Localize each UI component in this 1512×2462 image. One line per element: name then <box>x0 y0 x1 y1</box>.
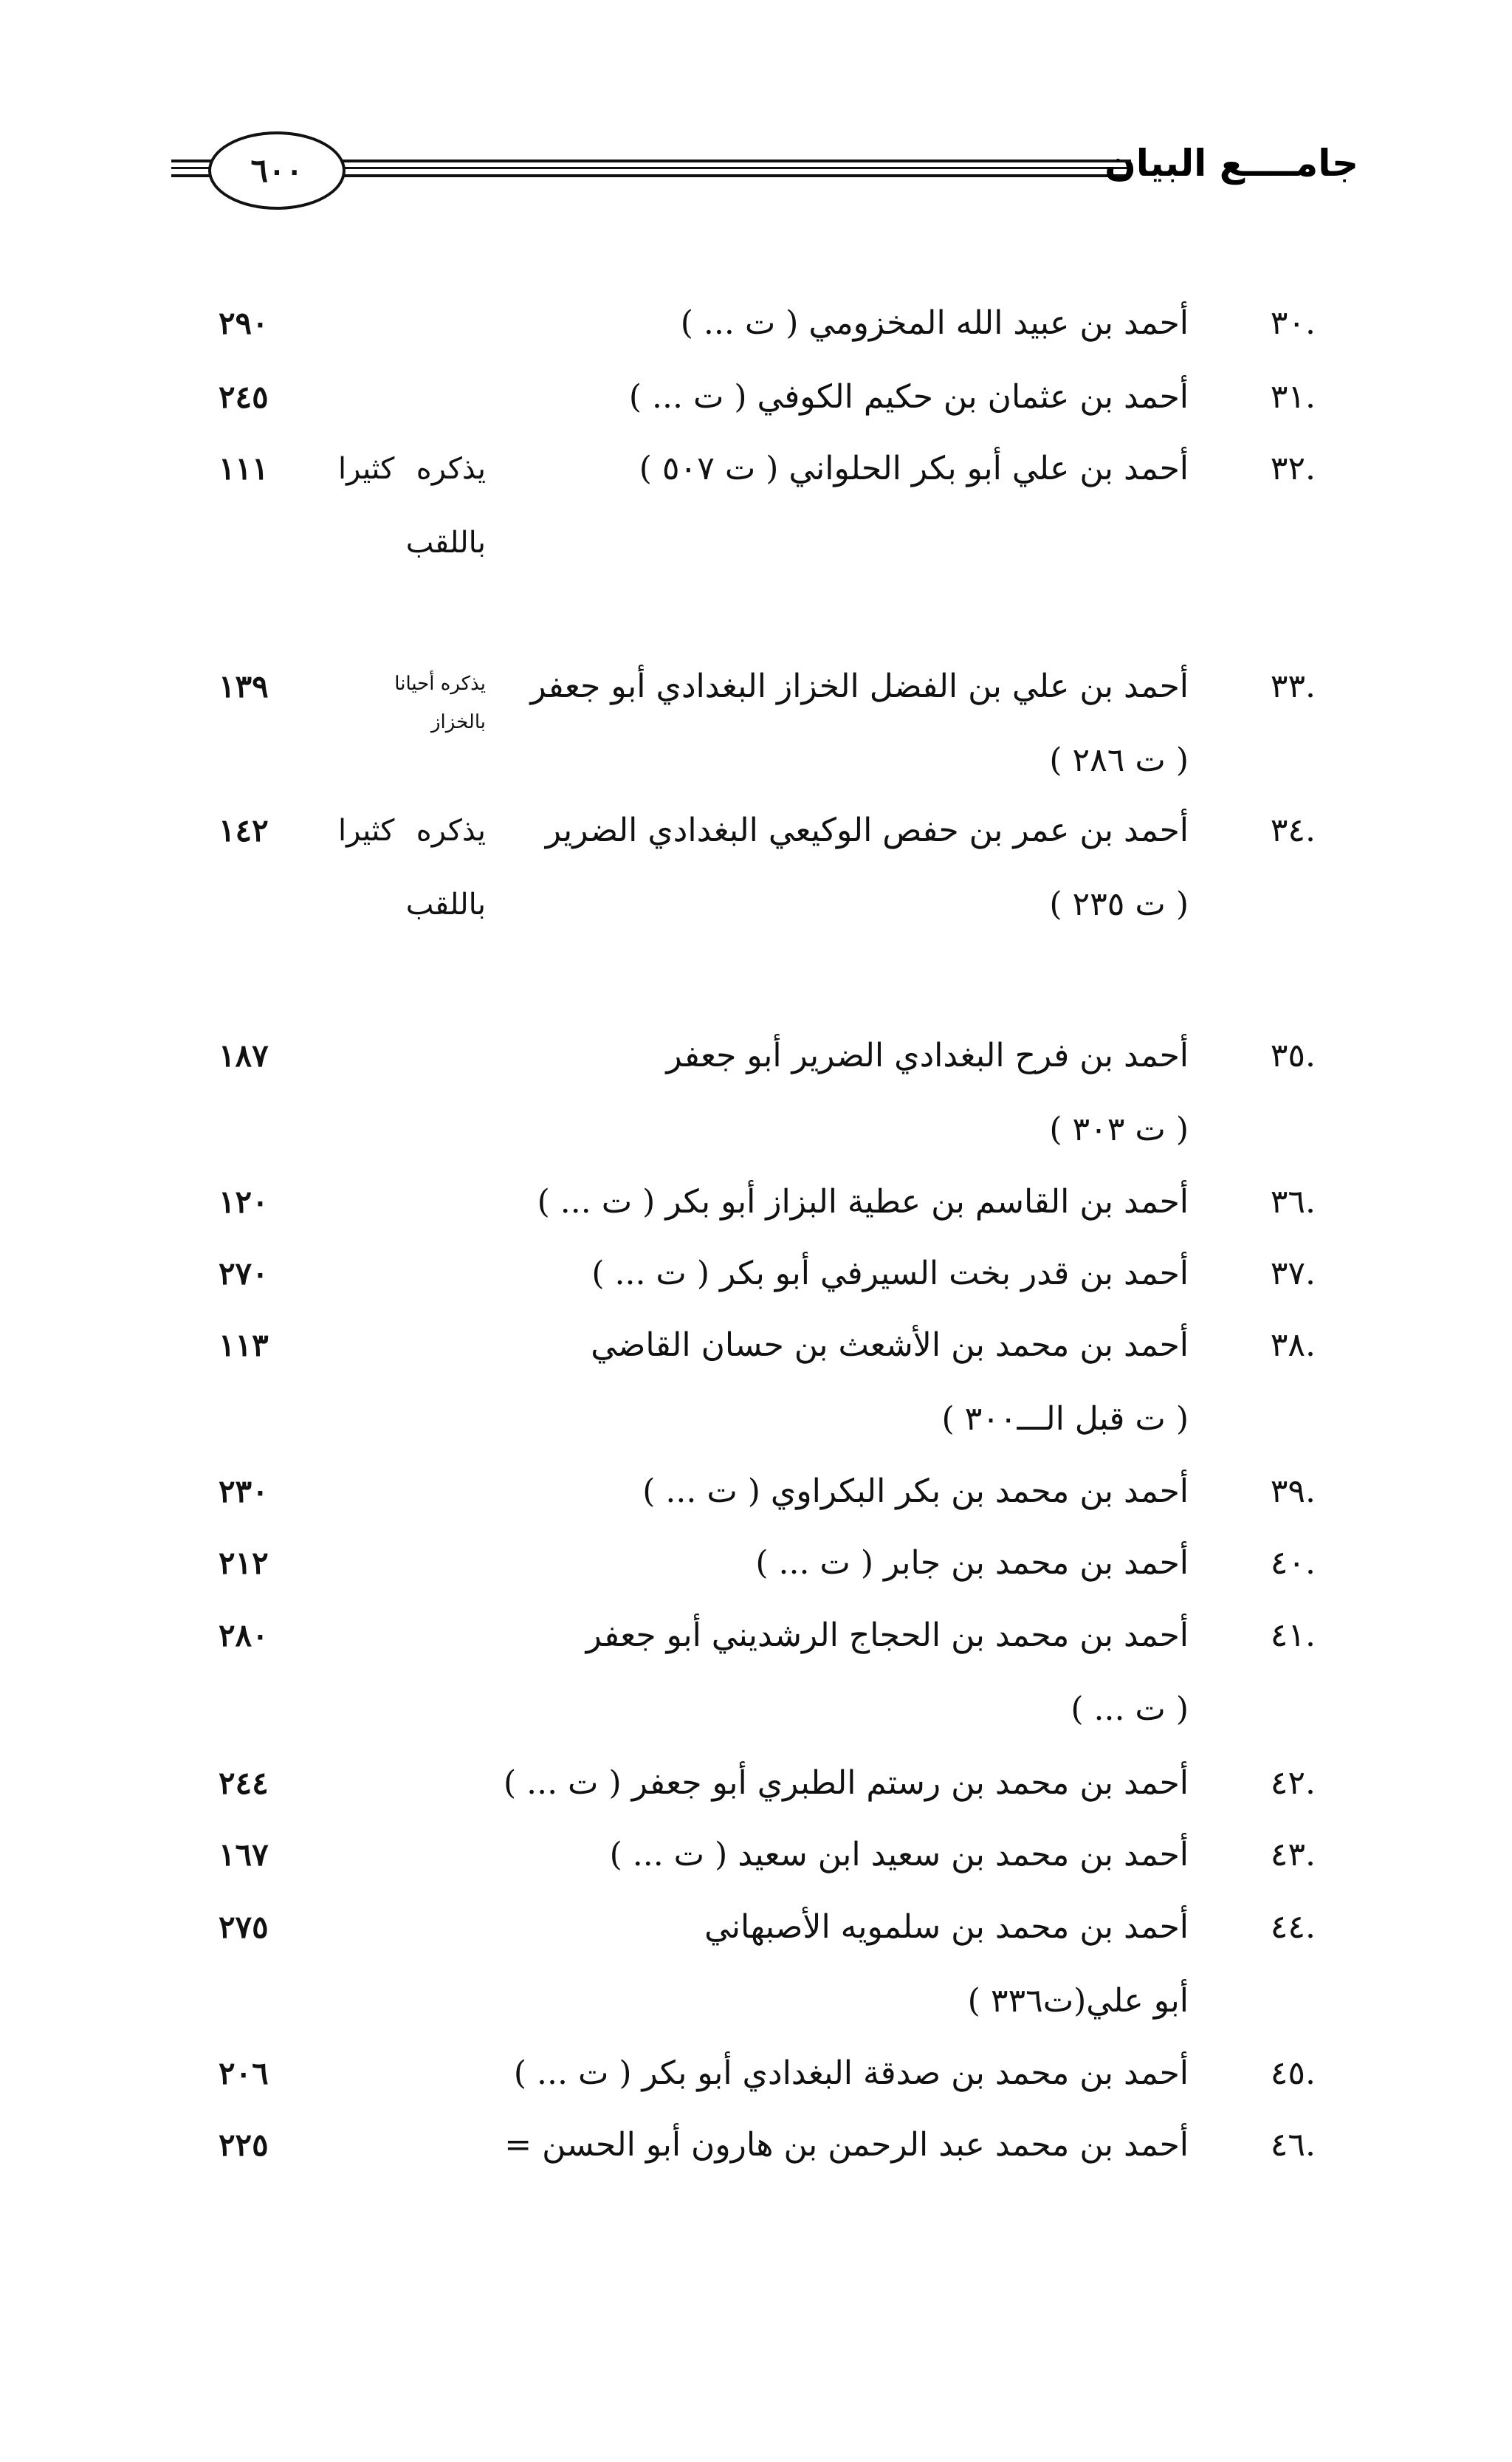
entry-number: .٤٤ <box>1270 1908 1316 1946</box>
entry-name <box>704 1890 1189 2038</box>
entry-name <box>642 1455 1189 1529</box>
entry-name-line: أحمد بن عمر بن حفص الوكيعي البغدادي الضرير <box>545 812 1189 849</box>
entry-name <box>681 287 1189 360</box>
entry-name <box>504 2108 1189 2182</box>
entry-number: .٣٦ <box>1270 1183 1316 1221</box>
entry-name-line: أحمد بن عثمان بن حكيم الكوفي ( ت ... ) <box>628 378 1189 416</box>
entry-name <box>530 650 1189 798</box>
entry-name <box>629 360 1189 434</box>
entry-name <box>546 794 1189 942</box>
entry-page: ٢٢٥ <box>219 2127 269 2163</box>
entry-name-line: أحمد بن محمد بن الأشعث بن حسان القاضي <box>591 1326 1189 1364</box>
entry-number: .٣٧ <box>1270 1255 1316 1292</box>
entry-name <box>666 1019 1189 1167</box>
entry-page: ٢٤٤ <box>219 1765 269 1801</box>
entry-number: .٣٠ <box>1270 304 1316 342</box>
entry-page: ١٣٩ <box>219 668 269 704</box>
entry-name-line: أحمد بن محمد بن رستم الطبري أبو جعفر ( ت ... ) <box>503 1764 1189 1802</box>
entry-name-line: ( ت ٢٨٦ ) <box>1049 741 1189 779</box>
entry-name-line: أحمد بن محمد بن الحجاج الرشديني أبو جعفر <box>585 1616 1189 1654</box>
entry-name-line: ( ت قبل الـــ٣٠٠ ) <box>941 1400 1189 1438</box>
entry-number: .٤١ <box>1270 1616 1316 1654</box>
entry-name-line: أحمد بن القاسم بن عطية البزاز أبو بكر ( ت ... ) <box>537 1183 1189 1221</box>
entry-name-line: ( ت ... ) <box>1071 1690 1189 1728</box>
entry-number: .٣٩ <box>1270 1472 1316 1510</box>
entry-name-line: ( ت ٢٣٥ ) <box>1049 885 1189 923</box>
entry-name <box>591 1309 1189 1456</box>
entry-name-line: أحمد بن علي بن الفضل الخزاز البغدادي أبو جعفر <box>530 668 1189 705</box>
entry-name <box>755 1526 1189 1600</box>
entry-number: .٤٢ <box>1270 1764 1316 1802</box>
entry-page: ١٢٠ <box>219 1184 269 1220</box>
entry-name-line: أحمد بن عبيد الله المخزومي ( ت ... ) <box>680 304 1189 342</box>
entry-page: ٢٩٠ <box>219 305 269 341</box>
entry-page: ٢٧٠ <box>219 1255 269 1292</box>
entry-page: ١١١ <box>219 450 269 487</box>
entry-page: ٢٠٦ <box>219 2055 269 2091</box>
entry-number: .٣١ <box>1270 378 1316 416</box>
entry-name <box>514 2037 1189 2110</box>
entry-name-line: أبو علي(ت٣٣٦ ) <box>967 1982 1189 2020</box>
entry-name-line: ( ت ٣٠٣ ) <box>1049 1111 1189 1148</box>
entry-number: .٤٣ <box>1270 1836 1316 1873</box>
entry-page: ٢٨٠ <box>219 1617 269 1653</box>
entry-number: .٣٣ <box>1270 668 1316 705</box>
entry-name <box>537 1165 1189 1239</box>
entry-page: ١٦٧ <box>219 1837 269 1873</box>
entry-page: ١٤٢ <box>219 812 269 848</box>
entry-page: ٢٧٥ <box>219 1909 269 1945</box>
entry-note: يذكره كثيرا باللقب <box>338 814 486 922</box>
entry-name-line: أحمد بن محمد بن سعيد ابن سعيد ( ت ... ) <box>609 1836 1189 1873</box>
entry-number: .٤٦ <box>1270 2126 1316 2164</box>
entry-name-line: أحمد بن محمد بن بكر البكراوي ( ت ... ) <box>642 1472 1189 1510</box>
entry-note: يذكره أحيانا بالخزاز <box>394 673 486 733</box>
entry-name-line: أحمد بن محمد بن سلمويه الأصبهاني <box>704 1908 1189 1946</box>
entry-number: .٣٤ <box>1270 812 1316 849</box>
entry-name <box>586 1599 1189 1746</box>
entry-number: .٤٥ <box>1270 2054 1316 2092</box>
entry-note: يذكره كثيرا باللقب <box>338 452 486 560</box>
entry-name <box>639 432 1189 506</box>
entry-name <box>504 1746 1189 1820</box>
entry-page: ١١٣ <box>219 1327 269 1363</box>
book-title: جامــــع البيان <box>1104 142 1358 185</box>
entry-page: ٢٣٠ <box>219 1473 269 1509</box>
entry-name-line: أحمد بن محمد عبد الرحمن بن هارون أبو الحسن = <box>504 2126 1189 2164</box>
entry-name <box>610 1818 1189 1892</box>
entry-name-line: أحمد بن محمد بن جابر ( ت ... ) <box>755 1544 1189 1582</box>
entry-number: .٤٠ <box>1270 1544 1316 1582</box>
entry-number: .٣٢ <box>1270 450 1316 487</box>
entry-name <box>591 1237 1189 1311</box>
entry-name-line: أحمد بن علي أبو بكر الحلواني ( ت ٥٠٧ ) <box>639 450 1189 487</box>
entry-name-line: أحمد بن فرح البغدادي الضرير أبو جعفر <box>666 1037 1189 1074</box>
page-number: ٦٠٠ <box>208 131 346 210</box>
entry-page: ٢١٢ <box>219 1545 269 1581</box>
entry-page: ١٨٧ <box>219 1038 269 1074</box>
entry-name-line: أحمد بن محمد بن صدقة البغدادي أبو بكر ( ت ... ) <box>513 2054 1189 2092</box>
entry-number: .٣٨ <box>1270 1326 1316 1364</box>
entry-name-line: أحمد بن قدر بخت السيرفي أبو بكر ( ت ... ) <box>591 1255 1189 1292</box>
entry-page: ٢٤٥ <box>219 379 269 415</box>
entry-number: .٣٥ <box>1270 1037 1316 1074</box>
